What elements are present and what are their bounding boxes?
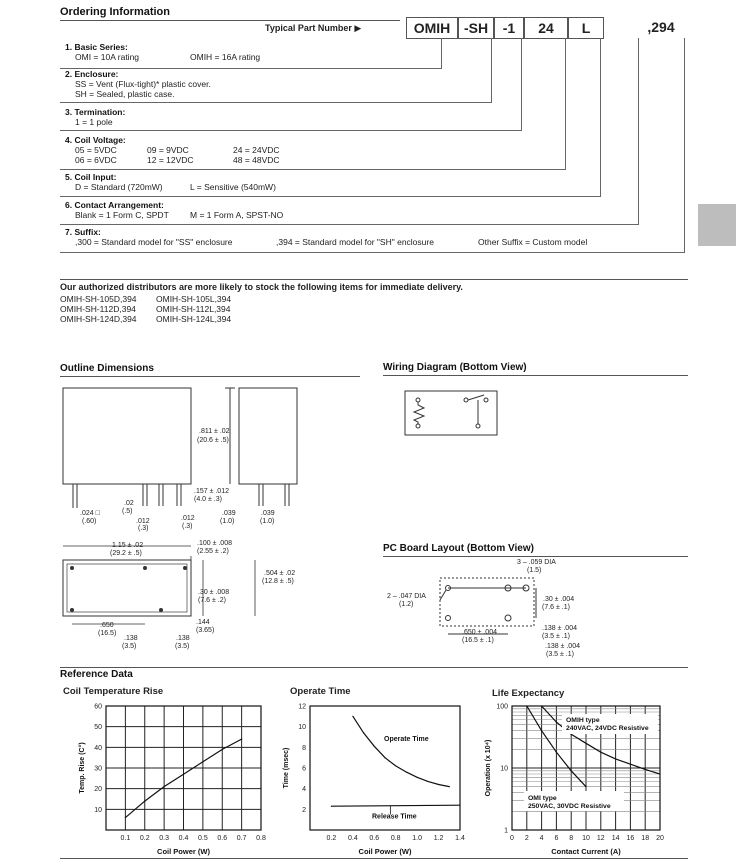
dist-item: OMIH-SH-105L,394 [156,294,232,304]
y-axis-label: Operation (x 10⁴) [485,739,492,797]
dim-label: .039 [261,510,275,517]
pcb-dim-label: (16.5 ± .1) [462,637,494,644]
cat-item: OMI = 10A rating [75,52,140,62]
page-edge-tab [698,204,736,246]
y-tick-label: 6 [302,765,306,773]
series-line-0 [353,716,449,786]
cat-item: L = Sensitive (540mW) [190,182,276,192]
cat-item: 05 = 5VDC [75,145,117,155]
connector-2 [491,38,492,102]
dim-label: .012 [136,518,150,525]
dim-label: (3.65) [196,627,215,634]
data-point [645,769,646,770]
x-tick-label: 20 [656,835,664,842]
data-point [427,781,428,782]
pcb-dim-label: 2 – .047 DIA [387,593,426,600]
cat-line-3 [60,130,522,131]
x-tick-label: 1.4 [455,835,465,842]
dim-label: .02 [124,500,134,507]
cat-line-7 [60,252,685,253]
cat-item: 1 = 1 pole [75,117,113,127]
x-tick-label: 0.4 [178,835,189,842]
dim-label: (29.2 ± .5) [110,550,142,557]
data-point [449,786,450,787]
x-tick-label: 0.2 [326,835,337,842]
pcb-dim-label: (3.5 ± .1) [542,633,570,640]
data-point [556,721,557,722]
dim-label: (.5) [122,508,133,515]
dist-item: OMIH-SH-124D,394 [60,314,137,324]
cat-label-contact: 6. Contact Arrangement: [65,200,164,210]
part-seg-series: OMIH [406,17,458,39]
y-tick-label: 20 [94,786,102,794]
data-point [659,773,660,774]
dim-label: .024 □ [80,510,100,517]
x-tick-label: 0.3 [159,835,169,842]
cat-line-4 [60,169,566,170]
y-tick-label: 4 [302,786,306,794]
y-tick-label: 12 [298,703,306,711]
pcb-dim-label: 3 – .059 DIA [517,559,556,566]
data-point [541,730,542,731]
dim-label: (12.8 ± .5) [262,578,294,585]
data-point [571,770,572,771]
x-tick-label: 0 [510,835,514,842]
x-tick-label: 18 [641,835,650,842]
dim-label: (16.5) [98,630,117,637]
data-point [585,743,586,744]
dim-label: (.3) [138,525,149,532]
x-tick-label: 2 [524,835,529,842]
dim-label: .650 [100,622,114,629]
chart-title-operate: Operate Time [290,686,351,697]
y-tick-label: 60 [94,703,102,711]
connector-3 [521,38,522,130]
wiring-diagram [404,390,499,438]
x-tick-label: 10 [582,835,590,842]
x-tick-label: 0.7 [236,835,247,842]
pcb-dim-label: .138 ± .004 [545,643,580,650]
dist-item: OMIH-SH-112D,394 [60,304,136,314]
data-point [241,738,242,739]
dist-item: OMIH-SH-112L,394 [156,304,231,314]
data-point [352,716,353,717]
cat-item: 12 = 12VDC [147,155,194,165]
cat-item: SH = Sealed, plastic case. [75,89,175,99]
dim-label: (.3) [182,523,193,530]
y-tick-label: 10 [500,765,508,773]
dim-label: .039 [222,510,236,517]
y-axis-label: Time (msec) [283,747,290,789]
dim-label: .100 ± .008 [197,540,232,547]
x-tick-label: 0.6 [217,835,228,842]
pcb-dim-label: (1.5) [527,567,542,574]
cat-item: Blank = 1 Form C, SPDT [75,210,169,220]
y-tick-label: 1 [504,827,508,835]
dim-label: 1.15 ± .02 [112,542,144,549]
x-tick-label: 8 [569,835,574,842]
y-tick-label: 50 [94,724,102,732]
data-point [144,800,145,801]
data-point [526,705,527,706]
connector-4 [565,38,566,169]
x-axis-label: Coil Power (W) [157,847,210,856]
y-tick-label: 2 [302,806,306,814]
cat-item: M = 1 Form A, SPST-NO [190,210,284,220]
chart-life-expectancy [478,698,678,858]
wiring-rule [383,375,688,376]
x-tick-label: 0.6 [369,835,380,842]
y-axis-label: Temp. Rise (C°) [79,742,86,794]
data-point [585,786,586,787]
y-tick-label: 30 [94,765,102,773]
data-point [600,752,601,753]
dim-label: (3.5) [122,643,137,650]
dim-label: .138 [176,635,190,642]
data-point [395,765,396,766]
part-seg-suffix: ,294 [638,17,684,37]
cat-item: 09 = 9VDC [147,145,189,155]
cat-label-suffix: 7. Suffix: [65,227,101,237]
y-tick-label: 10 [94,806,102,814]
x-tick-label: 0.4 [347,835,358,842]
data-point [615,758,616,759]
dist-item: OMIH-SH-124L,394 [156,314,232,324]
data-point [202,761,203,762]
cat-item: ,300 = Standard model for "SS" enclosure [75,237,233,247]
cat-label-termination: 3. Termination: [65,107,126,117]
cat-label-basic-series: 1. Basic Series: [65,42,128,52]
cat-line-2 [60,102,492,103]
connector-6 [638,38,639,224]
dim-label: .012 [181,515,195,522]
annotation-omi-type: OMI type [528,795,557,802]
data-point [406,772,407,773]
dim-label: (4.0 ± .3) [194,496,222,503]
dim-label: (2.55 ± .2) [197,548,229,555]
dist-top-rule [60,279,688,280]
typical-part-label: Typical Part Number ▶ [265,23,362,33]
cat-item: D = Standard (720mW) [75,182,163,192]
cat-item: 24 = 24VDC [233,145,280,155]
pcb-dim-label: (7.6 ± .1) [542,604,570,611]
data-point [374,746,375,747]
cat-label-coil-input: 5. Coil Input: [65,172,117,182]
annotation-omi-rating: 250VAC, 30VDC Resistive [528,803,611,810]
pcb-dim-label: .650 ± .004 [462,629,497,636]
x-tick-label: 0.8 [256,835,266,842]
outline-title: Outline Dimensions [60,363,154,374]
annotation-omih-type: OMIH type [566,717,600,724]
cat-line-6 [60,224,639,225]
dist-item: OMIH-SH-105D,394 [60,294,137,304]
data-point [417,777,418,778]
x-tick-label: 4 [539,835,544,842]
dim-label: .504 ± .02 [264,570,296,577]
bottom-rule [60,858,688,859]
y-tick-label: 8 [302,744,306,752]
dim-label: (3.5) [175,643,190,650]
cat-item: 06 = 6VDC [75,155,117,165]
part-seg-input: L [568,17,604,39]
dim-label: (20.6 ± .5) [197,437,229,444]
x-tick-label: 1.0 [412,835,423,842]
pcb-rule [383,556,688,557]
y-tick-label: 10 [298,724,306,732]
data-point [459,805,460,806]
cat-line-5 [60,196,601,197]
outline-rule [60,376,360,377]
dim-label: .30 ± .008 [198,589,230,596]
pcb-dim-label: (1.2) [399,601,414,608]
chart-temp-rise [58,698,278,858]
data-point [331,806,332,807]
pcb-dim-label: .30 ± .004 [543,596,575,603]
series-line-1 [331,805,460,806]
chart-operate-time [278,698,478,858]
x-tick-label: 0.8 [390,835,401,842]
dim-label: .157 ± .012 [194,488,229,495]
cat-label-enclosure: 2. Enclosure: [65,69,119,79]
cat-item: 48 = 48VDC [233,155,280,165]
connector-5 [600,38,601,196]
dim-label: .811 ± .02 [199,428,230,435]
chart-title-life: Life Expectancy [492,688,565,699]
data-point [183,774,184,775]
data-point [541,705,542,706]
y-tick-label: 100 [496,703,508,711]
plot-frame [310,706,460,830]
x-axis-label: Coil Power (W) [358,847,412,856]
reference-top-rule [60,667,688,668]
pcb-dim-label: (3.5 ± .1) [546,651,574,658]
x-tick-label: 6 [554,835,559,842]
data-point [125,817,126,818]
part-seg-voltage: 24 [524,17,568,39]
x-axis-label: Contact Current (A) [551,847,621,856]
dim-label: (7.6 ± .2) [198,597,226,604]
x-tick-label: 0.5 [198,835,208,842]
series-label-operate: Operate Time [384,736,429,744]
dim-label: (1.0) [260,518,275,525]
data-point [556,752,557,753]
data-point [438,784,439,785]
x-tick-label: 0.1 [120,835,131,842]
connector-7 [684,38,685,252]
dim-label: .138 [124,635,138,642]
x-tick-label: 0.2 [139,835,150,842]
cat-item: Other Suffix = Custom model [478,237,588,247]
x-tick-label: 14 [611,835,620,842]
cat-label-coil-voltage: 4. Coil Voltage: [65,135,126,145]
data-point [363,732,364,733]
dim-label: (1.0) [220,518,235,525]
cat-item: SS = Vent (Flux-tight)* plastic cover. [75,79,211,89]
ordering-title: Ordering Information [60,6,170,18]
annotation-omih-rating: 240VAC, 24VDC Resistive [566,725,649,732]
x-tick-label: 12 [596,835,605,842]
cat-item: OMIH = 16A rating [190,52,261,62]
pcb-dim-label: .138 ± .004 [542,625,577,632]
y-tick-label: 40 [94,744,102,752]
chart-title-temp: Coil Temperature Rise [63,686,164,697]
data-point [164,786,165,787]
part-seg-enclosure: -SH [458,17,494,39]
cat-item: ,394 = Standard model for "SH" enclosure [276,237,434,247]
pcb-title: PC Board Layout (Bottom View) [383,543,534,554]
connector-1 [441,38,442,68]
x-tick-label: 16 [626,835,635,842]
ordering-top-rule [60,20,400,21]
data-point [222,749,223,750]
wiring-title: Wiring Diagram (Bottom View) [383,362,527,373]
part-seg-termination: -1 [494,17,524,39]
data-point [630,764,631,765]
series-label-release: Release Time [372,813,417,821]
reference-title: Reference Data [60,669,133,680]
distributors-title: Our authorized distributors are more likely to stock the following items for immediate delivery. [60,282,463,292]
dim-label: .144 [196,619,210,626]
dim-label: (.60) [82,518,97,525]
data-point [384,757,385,758]
x-tick-label: 1.2 [433,835,444,842]
